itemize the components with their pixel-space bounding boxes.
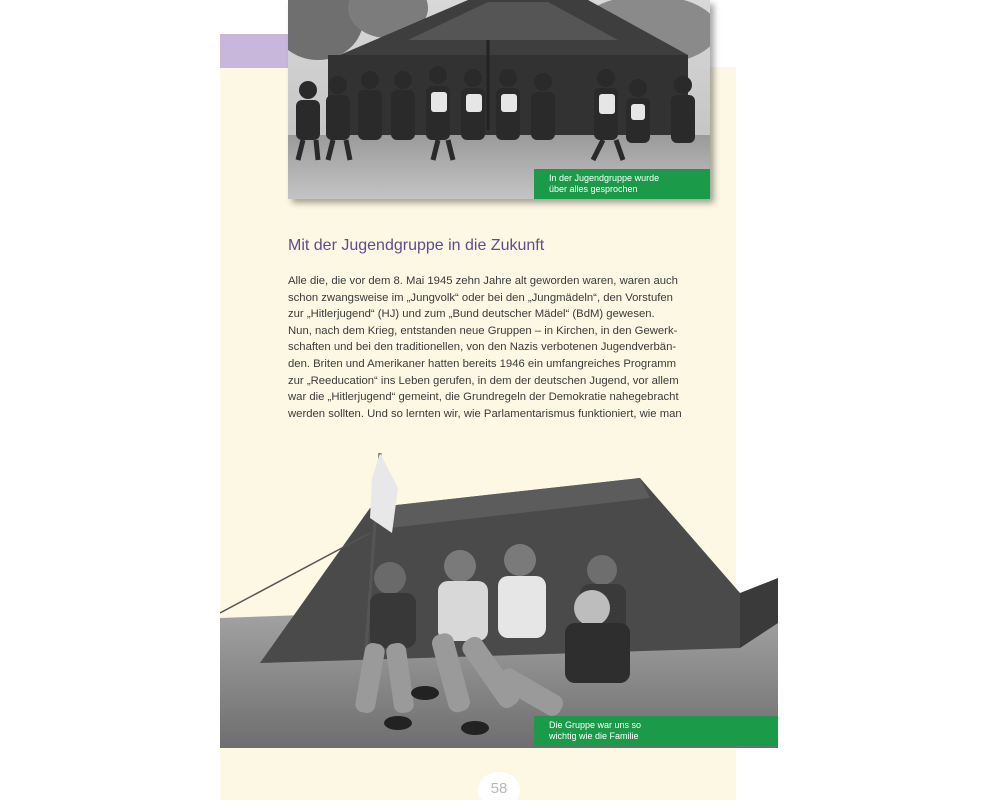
body-line: zur „Reeducation“ ins Leben gerufen, in dem der deutschen Jugend, vor allem xyxy=(288,374,679,387)
article-body xyxy=(288,273,713,422)
top-caption-line-1: In der Jugendgruppe wurde xyxy=(549,173,660,183)
bottom-caption-line-2: wichtig wie die Familie xyxy=(549,731,639,741)
body-line: den. Briten und Amerikaner hatten bereits 1946 ein umfangreiches Programm xyxy=(288,357,677,370)
body-line: schaften und bei den traditionellen, von den Nazis verbotenen Jugendverbän- xyxy=(288,341,677,354)
body-line: werden sollten. Und so lernten wir, wie Parlamentarismus funktioniert, wie man xyxy=(288,407,682,420)
body-line: Alle die, die vor dem 8. Mai 1945 zehn Jahre alt geworden waren, waren auch xyxy=(288,275,678,287)
body-line: schon zwangsweise im „Jungvolk“ oder bei den „Jungmädeln“, den Vorstufen xyxy=(288,291,673,304)
bottom-photo-caption xyxy=(534,716,778,746)
purple-accent-tab xyxy=(220,34,288,68)
page-number: 58 xyxy=(478,772,520,808)
body-line: war die „Hitlerjugend“ gemeint, die Grundregeln der Demokratie nahegebracht xyxy=(288,391,679,404)
article-heading: Mit der Jugendgruppe in die Zukunft xyxy=(288,237,545,254)
top-photo-caption xyxy=(534,169,710,199)
body-line: zur „Hitlerjugend“ (HJ) und zum „Bund deutscher Mädel“ (BdM) gewesen. xyxy=(288,308,655,321)
bottom-caption-line-1: Die Gruppe war uns so xyxy=(549,720,642,730)
top-caption-line-2: über alles gesprochen xyxy=(549,184,638,194)
boys-tent-photo xyxy=(220,448,778,748)
body-line: Nun, nach dem Krieg, entstanden neue Gruppen – in Kirchen, in den Gewerk- xyxy=(288,324,678,337)
